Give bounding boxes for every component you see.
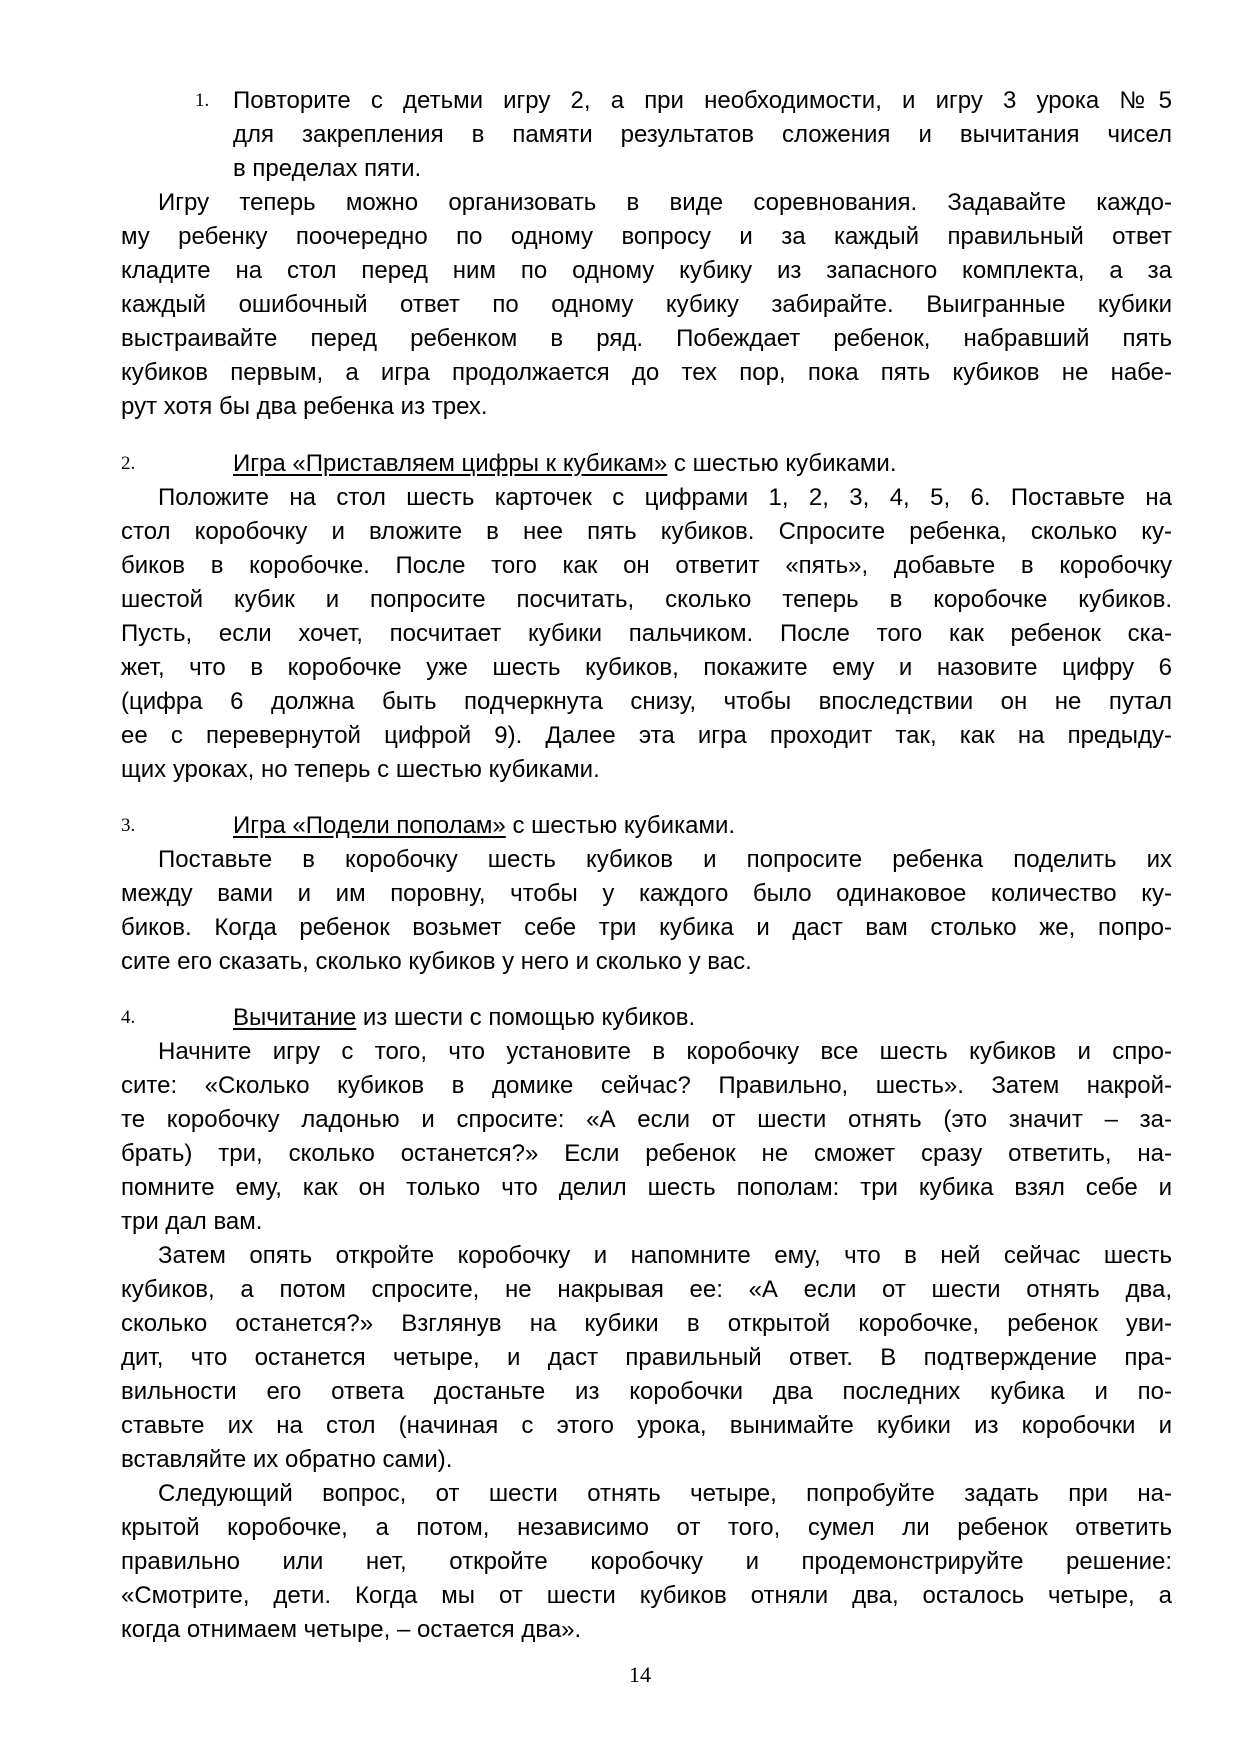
text-line: «Смотрите, дети. Когда мы от шести кубиков отняли два, осталось четыре, а <box>121 1582 1172 1609</box>
item-number: 1. <box>195 90 210 111</box>
item-4-title: Вычитание <box>233 1004 357 1031</box>
text-line: брать) три, сколько останется?» Если ребенок не сможет сразу ответить, на- <box>121 1140 1172 1167</box>
item-4-title-rest: из шести с помощью кубиков. <box>356 1004 696 1031</box>
page-number: 14 <box>629 1662 651 1687</box>
text-line: Пусть, если хочет, посчитает кубики пальчиком. После того как ребенок ска- <box>121 620 1172 647</box>
text-line: Следующий вопрос, от шести отнять четыре, попробуйте задать при на- <box>158 1480 1172 1507</box>
text-line: му ребенку поочередно по одному вопросу и за каждый правильный ответ <box>121 223 1172 250</box>
text-line: Положите на стол шесть карточек с цифрами 1, 2, 3, 4, 5, 6. Поставьте на <box>158 484 1172 511</box>
text-line: выстраивайте перед ребенком в ряд. Побеждает ребенок, набравший пять <box>121 325 1172 352</box>
text-line: Игру теперь можно организовать в виде соревнования. Задавайте каждо- <box>158 189 1172 216</box>
text-line: биков. Когда ребенок возьмет себе три кубика и даст вам столько же, попро- <box>121 914 1172 941</box>
item-4-paragraph-1 <box>121 1035 1172 1239</box>
item-3-paragraph <box>121 843 1172 979</box>
text-line: биков в коробочке. После того как он ответит «пять», добавьте в коробочку <box>121 552 1172 579</box>
item-1-text <box>121 84 1172 186</box>
text-line: вильности его ответа достаньте из коробочки два последних кубика и по- <box>121 1378 1172 1405</box>
text-line: дит, что останется четыре, и даст правильный ответ. В подтверждение пра- <box>121 1344 1172 1371</box>
text-line: Начните игру с того, что установите в коробочку все шесть кубиков и спро- <box>158 1038 1172 1065</box>
text-line: стол коробочку и вложите в нее пять кубиков. Спросите ребенка, сколько ку- <box>121 518 1172 545</box>
text-line: те коробочку ладонью и спросите: «А если от шести отнять (это значит – за- <box>121 1106 1172 1133</box>
item-number: 2. <box>121 453 136 474</box>
text-line: шестой кубик и попросите посчитать, сколько теперь в коробочке кубиков. <box>121 586 1172 613</box>
text-line: крытой коробочке, а потом, независимо от того, сумел ли ребенок ответить <box>121 1514 1172 1541</box>
item-4 <box>121 1001 1172 1647</box>
text-line: Поставьте в коробочку шесть кубиков и попросите ребенка поделить их <box>158 846 1172 873</box>
text-line: между вами и им поровну, чтобы у каждого было одинаковое количество ку- <box>121 880 1172 907</box>
text-line: в пределах пяти. <box>233 155 422 182</box>
text-line: щих уроках, но теперь с шестью кубиками. <box>121 756 600 783</box>
item-2-title: Игра «Приставляем цифры к кубикам» <box>233 450 668 477</box>
text-line: сколько останется?» Взглянув на кубики в открытой коробочке, ребенок уви- <box>121 1310 1172 1337</box>
text-line: ее с перевернутой цифрой 9). Далее эта игра проходит так, как на предыду- <box>121 722 1172 749</box>
text-line: Затем опять откройте коробочку и напомните ему, что в ней сейчас шесть <box>158 1242 1172 1269</box>
item-2-title-rest: с шестью кубиками. <box>667 450 897 477</box>
text-line: каждый ошибочный ответ по одному кубику забирайте. Выигранные кубики <box>121 291 1172 318</box>
text-line: правильно или нет, откройте коробочку и продемонстрируйте решение: <box>121 1548 1172 1575</box>
item-1-paragraph <box>121 186 1172 424</box>
item-4-heading <box>121 1001 1172 1035</box>
text-line: кубиков, а потом спросите, не накрывая ее: «А если от шести отнять два, <box>121 1276 1172 1303</box>
item-4-paragraph-2 <box>121 1239 1172 1477</box>
text-line: сите его сказать, сколько кубиков у него и сколько у вас. <box>121 948 752 975</box>
item-4-paragraph-3 <box>121 1477 1172 1647</box>
item-number: 3. <box>121 815 136 836</box>
text-line: три дал вам. <box>121 1208 263 1235</box>
item-1 <box>121 84 1172 424</box>
text-line: помните ему, как он только что делил шесть пополам: три кубика взял себе и <box>121 1174 1172 1201</box>
item-3-title-rest: с шестью кубиками. <box>505 812 736 839</box>
text-line: Повторите с детьми игру 2, а при необходимости, и игру 3 урока №5 <box>233 87 1172 114</box>
text-line: кладите на стол перед ним по одному кубику из запасного комплекта, а за <box>121 257 1172 284</box>
item-3-title: Игра «Подели пополам» <box>233 812 506 839</box>
item-2 <box>121 447 1172 787</box>
text-line: кубиков первым, а игра продолжается до тех пор, пока пять кубиков не набе- <box>121 359 1172 386</box>
text-line: рут хотя бы два ребенка из трех. <box>121 393 488 420</box>
item-number: 4. <box>121 1007 136 1028</box>
text-line: когда отнимаем четыре, – остается два». <box>121 1616 582 1643</box>
text-line: жет, что в коробочке уже шесть кубиков, покажите ему и назовите цифру 6 <box>121 654 1172 681</box>
text-line: (цифра 6 должна быть подчеркнута снизу, чтобы впоследствии он не путал <box>121 688 1172 715</box>
item-2-paragraph <box>121 481 1172 787</box>
item-3-heading <box>121 809 1172 843</box>
text-line: ставьте их на стол (начиная с этого урока, вынимайте кубики из коробочки и <box>121 1412 1172 1439</box>
text-line: для закрепления в памяти результатов сложения и вычитания чисел <box>233 121 1172 148</box>
text-line: сите: «Сколько кубиков в домике сейчас? Правильно, шесть». Затем накрой- <box>121 1072 1172 1099</box>
item-3 <box>121 809 1172 979</box>
text-line: вставляйте их обратно сами). <box>121 1446 453 1473</box>
item-2-heading <box>121 447 1172 481</box>
